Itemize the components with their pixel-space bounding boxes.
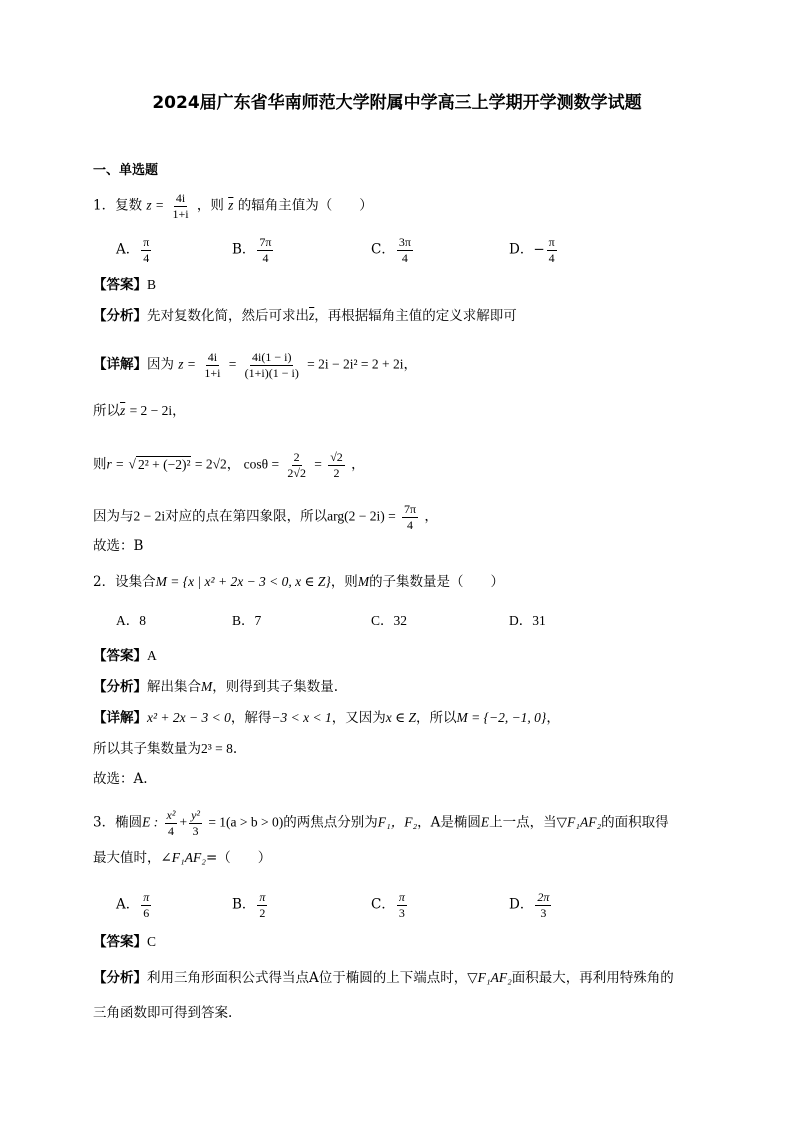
q1-detail-line-4: 因为与2 − 2i对应的点在第四象限，所以arg(2 − 2i) = $\frac{7\pi}{4}$ ， xyxy=(93,502,438,532)
q3-option-c: C． $\frac{\pi}{3}$ xyxy=(371,890,405,920)
q2-final: 故选：A. xyxy=(93,771,148,787)
q2-answer: 【答案】A xyxy=(93,648,157,664)
q1-option-c: C． $\frac{3\pi}{4}$ xyxy=(371,235,411,265)
q3-option-a: A． $\frac{\pi}{6}$ xyxy=(116,890,150,920)
q1-stem: 1．复数 z = $\frac{4i}{1+i}$ ，则 $\overline{z}$ 的辐角主值为（ ） xyxy=(93,191,373,221)
q1-analysis: 【分析】先对复数化简，然后可求出$\overline{z}$，再根据辐角主值的定义求解即可 xyxy=(93,308,517,324)
q3-answer: 【答案】C xyxy=(93,934,157,950)
q2-option-d: D．31 xyxy=(509,613,546,628)
q1-option-a: A． $\frac{\pi}{4}$ xyxy=(116,235,150,265)
q1-answer: 【答案】B xyxy=(93,277,157,293)
q2-analysis: 【分析】解出集合M，则得到其子集数量. xyxy=(93,679,339,695)
q1-detail-line-2: 所以$\overline{z} = 2 - 2i$， xyxy=(93,403,186,419)
q2-option-a: A．8 xyxy=(116,613,146,628)
q1-stem-fraction: $\frac{4i}{1+i}$ xyxy=(172,191,189,221)
q1-detail: 【详解】因为 z = $\frac{4i}{1+i}$ = $\frac{4i(1 - i)}{(1+i)(1 - i)}$ = 2i − 2i² = 2 + 2i， xyxy=(93,350,418,380)
q3-option-b: B． $\frac{\pi}{2}$ xyxy=(232,890,266,920)
q2-detail-line-2: 所以其子集数量为2³ = 8. xyxy=(93,741,238,757)
q2-detail: 【详解】x² + 2x − 3 < 0，解得−3 < x < 1，又因为x ∈ Z，所以M = {−2, −1, 0}， xyxy=(93,710,560,726)
q3-option-d: D． $\frac{2\pi}{3}$ xyxy=(509,890,550,920)
q1-final: 故选：B xyxy=(93,538,144,554)
q1-option-d: D．− $\frac{\pi}{4}$ xyxy=(509,235,555,265)
q1-option-b: B． $\frac{7\pi}{4}$ xyxy=(232,235,272,265)
q3-analysis: 【分析】利用三角形面积公式得当点A位于椭圆的上下端点时，▽F₁AF₂面积最大，再利用特殊角的 xyxy=(93,970,674,986)
q2-option-c: C．32 xyxy=(371,613,408,628)
page-title: 2024届广东省华南师范大学附属中学高三上学期开学测数学试题 xyxy=(152,93,642,113)
q2-stem: 2．设集合M = {x | x² + 2x − 3 < 0, x ∈ Z}，则M的子集数量是（ ） xyxy=(93,574,505,590)
q3-analysis-line-2: 三角函数即可得到答案. xyxy=(93,1005,233,1021)
q1-detail-line-3: 则r = √ 2² + (−2)² = 2√2， cosθ = $\frac{2}{2√2}$ = $\frac{√2}{2}$ ， xyxy=(93,450,365,480)
section-heading: 一、单选题 xyxy=(93,163,159,178)
q3-stem-line-2: 最大值时，∠F₁AF₂=（ ） xyxy=(93,850,272,866)
q3-stem: 3．椭圆E : $\frac{\text{x²}}{4}$ + $\frac{\text{y²}}{3}$ = 1(a > b > 0)的两焦点分别为F₁，F₂，A是椭圆E上一点，当▽F₁AF₂的面积取得 xyxy=(93,808,669,838)
q2-option-b: B．7 xyxy=(232,613,262,628)
